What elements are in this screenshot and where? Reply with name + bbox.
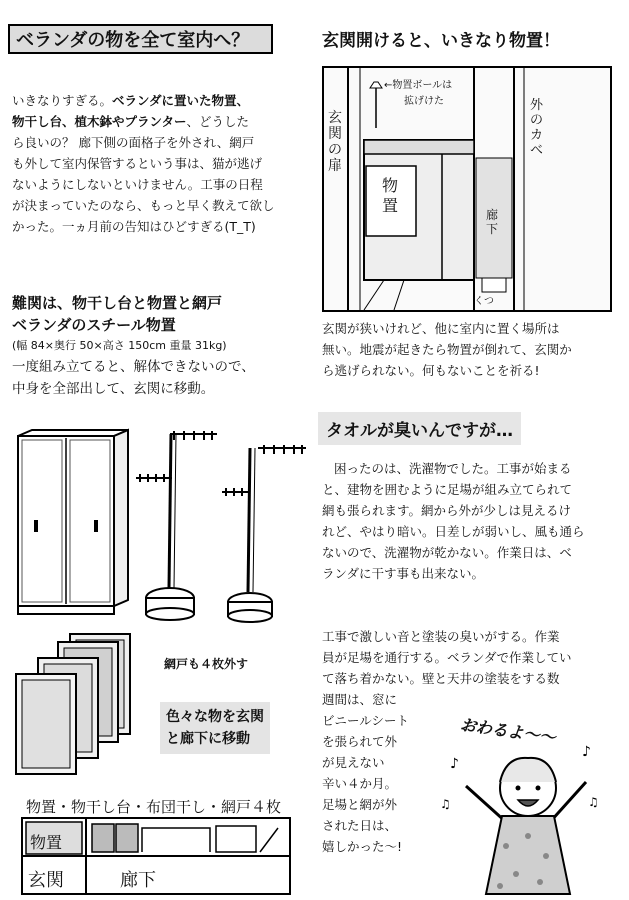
svg-text:♪: ♪: [582, 744, 591, 760]
svg-text:♪: ♪: [450, 756, 459, 772]
drying-stand-illustration-1: [132, 428, 222, 623]
noise-line5: ビニールシート: [322, 713, 409, 728]
difficulty-line4: 一度組み立てると、解体できないので、: [12, 359, 255, 375]
noise-line2: 員が足場を通行する。ベランダで作業してい: [322, 650, 572, 665]
difficulty-line2: ベランダのスチール物置: [12, 316, 176, 334]
screen-panels-illustration: [14, 628, 154, 778]
noise-line9: 足場と網が外: [322, 797, 398, 812]
drying-stand-illustration-2: [218, 442, 310, 627]
intro-line4: も外して室内保管するという事は、猫が逃げ: [12, 156, 263, 171]
photo-shoes-label: くつ: [474, 296, 494, 307]
intro-line3: ら良いの？ 廊下側の面格子を外され、網戸: [12, 135, 255, 150]
intro-paragraph: [12, 90, 307, 237]
intro-line2a: 物干し台、植木鉢やプランター: [12, 114, 187, 129]
difficulty-block: [12, 292, 312, 400]
intro-line1a: いきなりすぎる。: [12, 93, 113, 108]
difficulty-line1a: 難関は、: [12, 294, 73, 312]
photo-door-label: 玄関の扉: [328, 110, 342, 174]
noise-line4: 週間は、窓に: [322, 692, 398, 707]
sketch-entrance-label: 玄関: [28, 870, 64, 891]
photo-hallway-label: 廊下: [486, 208, 499, 236]
photo-storage-label: 物置: [382, 176, 399, 215]
laundry-line2: と、建物を囲むように足場が組み立てられて: [322, 482, 573, 497]
laundry-line1: 困ったのは、洗濯物でした。工事が始まる: [334, 461, 572, 476]
entrance-caption-line2: 無い。地震が起きたら物置が倒れて、玄関か: [322, 342, 572, 357]
laundry-line3: 網も張られます。網から外が少しは見えるけ: [322, 503, 572, 518]
entrance-caption-line1: 玄関が狭いけれど、他に室内に置く場所は: [322, 321, 560, 336]
noise-line11: 嬉しかった～!: [322, 839, 403, 854]
laundry-paragraph: [322, 458, 622, 584]
sketch-storage-label: 物置: [30, 833, 63, 852]
screens-caption: 網戸も４枚外す: [164, 657, 249, 671]
intro-line2b: 、どうした: [186, 114, 250, 129]
right-section-title: 玄関開けると、いきなり物置！: [322, 31, 560, 51]
noise-line1: 工事で激しい音と塗装の臭いがする。作業: [322, 629, 560, 644]
noise-line7: が見えない: [322, 755, 385, 770]
entrance-illustration: [322, 66, 612, 312]
laundry-line6: ランダに干す事も出来ない。: [322, 566, 485, 581]
svg-text:♫: ♫: [588, 795, 599, 809]
left-section-title: ベランダの物を全て室内へ？: [8, 24, 273, 54]
difficulty-line5: 中身を全部出して、玄関に移動。: [12, 381, 215, 397]
girl-speech-bubble: おわるよ～～: [458, 714, 557, 748]
entrance-drawing: [324, 68, 610, 310]
sketch-header: 物置・物干し台・布団干し・網戸４枚: [26, 798, 282, 816]
laundry-line5: ないので、洗濯物が乾かない。作業日は、ベ: [322, 545, 572, 560]
difficulty-line1b: 物干し台と物置と網戸: [72, 294, 223, 312]
steel-shed-illustration: [14, 428, 132, 618]
photo-note-1: ←物置ボールは: [384, 80, 453, 91]
photo-note-2: 拡げけた: [404, 96, 444, 107]
intro-line7: かった。一ヵ月前の告知はひどすぎる(T_T): [12, 219, 256, 234]
intro-line1b: ベランダに置いた物置、: [112, 93, 250, 108]
intro-line5: ないようにしないといけません。工事の日程: [12, 177, 263, 192]
entrance-caption: [322, 318, 622, 381]
intro-line6: が決まっていたのなら、もっと早く教えて欲し: [12, 198, 275, 213]
laundry-line4: れど、やはり暗い。日差しが弱いし、風も通ら: [322, 524, 585, 539]
difficulty-specs: (幅 84×奥行 50×高さ 150cm 重量 31kg): [12, 339, 227, 352]
move-caption: [160, 702, 270, 754]
entrance-caption-line3: ら逃げられない。何もないことを祈る!: [322, 363, 540, 378]
towel-section-title: タオルが臭いんですが…: [318, 412, 521, 445]
move-caption-line2: と廊下に移動: [166, 731, 250, 747]
noise-line10: された日は、: [322, 818, 398, 833]
svg-text:♫: ♫: [440, 797, 451, 811]
noise-line8: 辛い４か月。: [322, 776, 398, 791]
move-caption-line1: 色々な物を玄関: [166, 709, 264, 725]
noise-line3: て落ち着かない。壁と天井の塗装をする数: [322, 671, 560, 686]
noise-line6: を張られて外: [322, 734, 398, 749]
sketch-hallway-label: 廊下: [120, 870, 156, 891]
photo-outer-wall-label: 外のカベ: [530, 98, 544, 158]
